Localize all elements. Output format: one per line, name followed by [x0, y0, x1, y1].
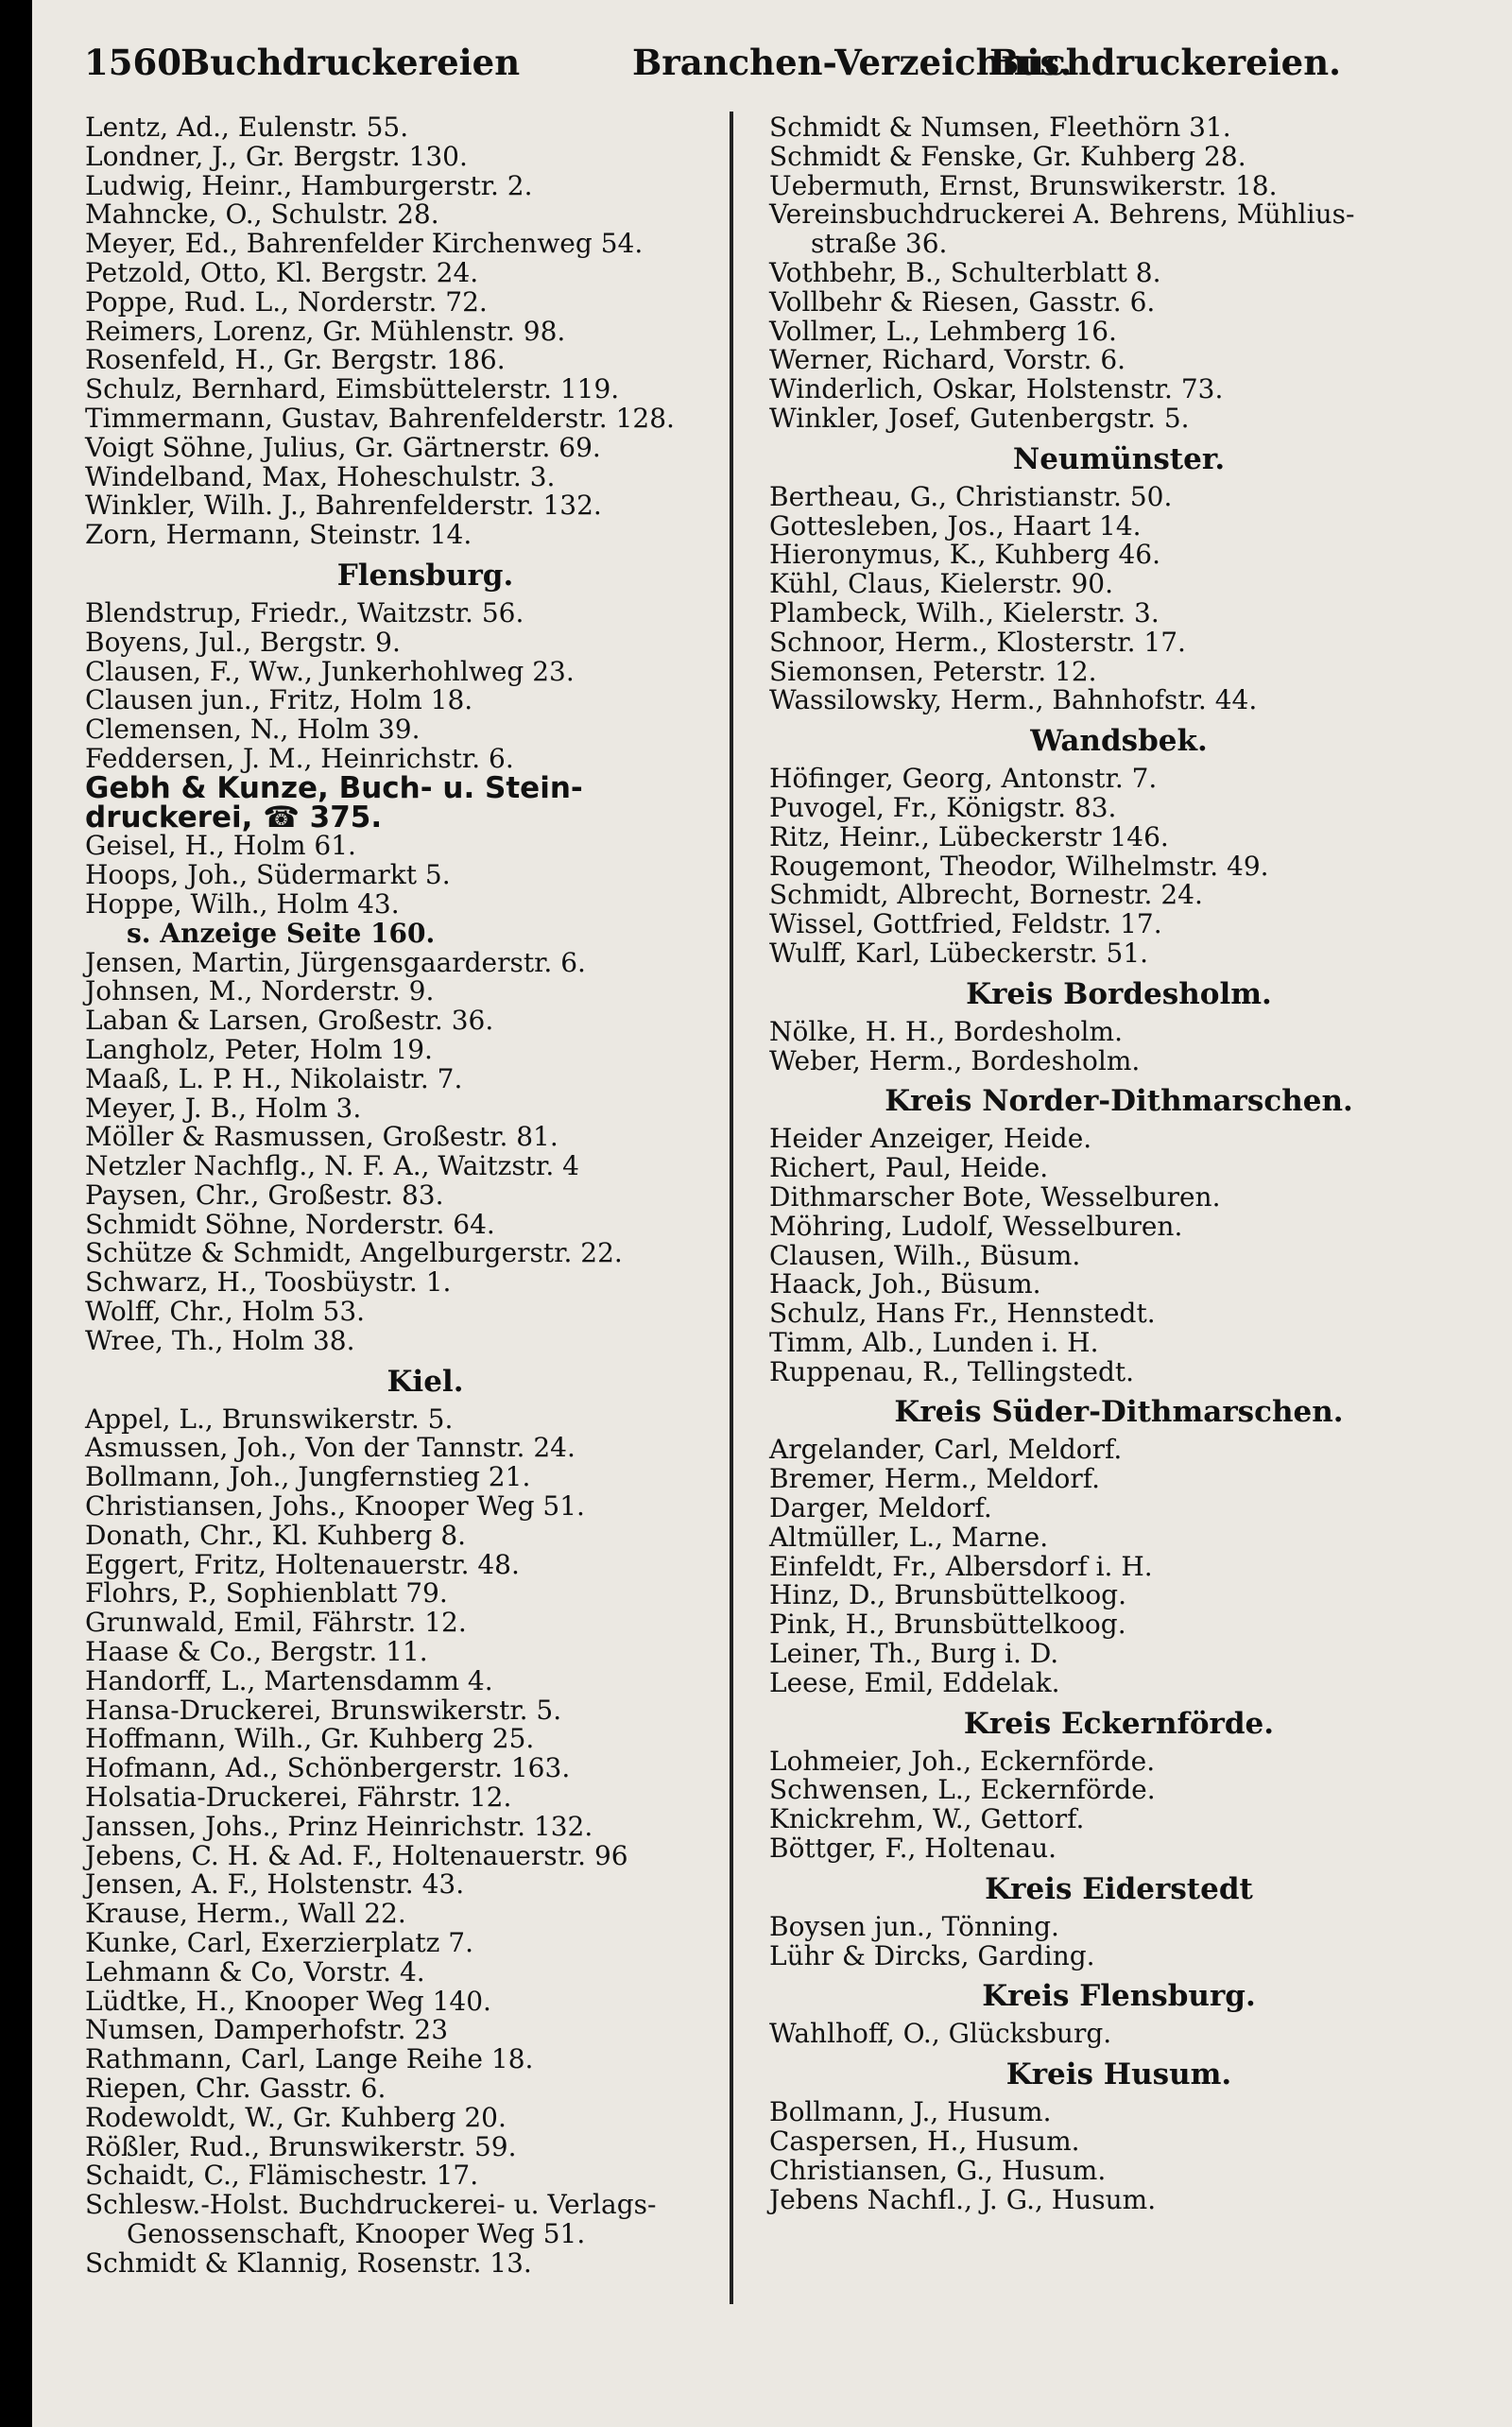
- directory-entry: Möller & Rasmussen, Großestr. 81.: [85, 1121, 558, 1153]
- directory-entry: Altmüller, L., Marne.: [769, 1521, 1049, 1553]
- directory-entry: Donath, Chr., Kl. Kuhberg 8.: [85, 1519, 467, 1551]
- directory-entry: Bollmann, Joh., Jungfernstieg 21.: [85, 1461, 531, 1493]
- directory-entry: Gottesleben, Jos., Haart 14.: [769, 509, 1142, 542]
- directory-entry: Puvogel, Fr., Königstr. 83.: [769, 791, 1117, 823]
- directory-entry: Riepen, Chr. Gasstr. 6.: [85, 2073, 387, 2104]
- directory-entry: Poppe, Rud. L., Norderstr. 72.: [85, 285, 488, 318]
- directory-page: [32, 0, 1512, 2427]
- page-header: [84, 42, 1341, 93]
- header-center-title: Branchen-Verzeichnis.: [632, 42, 1073, 83]
- section-title-bordesholm: Kreis Bordesholm.: [966, 976, 1272, 1011]
- directory-entry: Netzler Nachflg., N. F. A., Waitzstr. 4: [85, 1150, 579, 1182]
- directory-entry: Rougemont, Theodor, Wilhelmstr. 49.: [769, 850, 1269, 882]
- directory-entry: Plambeck, Wilh., Kielerstr. 3.: [769, 596, 1160, 628]
- wandsbek-entries: [769, 765, 1469, 969]
- directory-entry: Flohrs, P., Sophienblatt 79.: [85, 1577, 448, 1609]
- directory-entry: Timm, Alb., Lunden i. H.: [769, 1326, 1099, 1358]
- section-title-sueder-dithmarschen: Kreis Süder-Dithmarschen.: [894, 1395, 1344, 1430]
- directory-entry: Bertheau, G., Christianstr. 50.: [769, 480, 1173, 512]
- directory-entry: Wolff, Chr., Holm 53.: [85, 1296, 366, 1328]
- directory-entry: Vereinsbuchdruckerei A. Behrens, Mühlius-: [769, 198, 1355, 231]
- altona-entries: [85, 113, 765, 550]
- directory-entry: Laban & Larsen, Großestr. 36.: [85, 1005, 494, 1037]
- kreis-flensburg-entries: [769, 2020, 1469, 2049]
- directory-entry: Schlesw.-Holst. Buchdruckerei- u. Verlags-: [85, 2189, 657, 2221]
- directory-entry: Jebens Nachfl., J. G., Husum.: [769, 2183, 1157, 2215]
- section-title-kiel: Kiel.: [387, 1364, 464, 1399]
- directory-entry: Jebens, C. H. & Ad. F., Holtenauerstr. 96: [85, 1839, 628, 1871]
- directory-entry: Ritz, Heinr., Lübeckerstr 146.: [769, 820, 1169, 852]
- directory-entry: Grunwald, Emil, Fährstr. 12.: [85, 1607, 467, 1639]
- directory-entry: Bollmann, J., Husum.: [769, 2096, 1052, 2128]
- directory-entry: Haase & Co., Bergstr. 11.: [85, 1636, 428, 1668]
- directory-entry: Zorn, Hermann, Steinstr. 14.: [85, 519, 472, 551]
- directory-entry: Christiansen, Johs., Knooper Weg 51.: [85, 1490, 585, 1523]
- directory-entry: Hoops, Joh., Südermarkt 5.: [85, 859, 451, 891]
- directory-entry: Geisel, H., Holm 61.: [85, 830, 356, 862]
- directory-entry: Schmidt, Albrecht, Bornestr. 24.: [769, 879, 1203, 911]
- directory-entry: Schütze & Schmidt, Angelburgerstr. 22.: [85, 1237, 623, 1269]
- bordesholm-entries: [769, 1015, 1469, 1076]
- directory-entry: Vothbehr, B., Schulterblatt 8.: [769, 256, 1161, 288]
- section-title-flensburg: Flensburg.: [336, 558, 514, 593]
- directory-entry: Wassilowsky, Herm., Bahnhofstr. 44.: [769, 684, 1258, 716]
- directory-entry: Dithmarscher Bote, Wesselburen.: [769, 1180, 1221, 1213]
- directory-entry: Janssen, Johs., Prinz Heinrichstr. 132.: [85, 1810, 593, 1842]
- directory-entry: Voigt Söhne, Julius, Gr. Gärtnerstr. 69.: [85, 431, 601, 463]
- directory-entry: Schulz, Bernhard, Eimsbüttelerstr. 119.: [85, 373, 620, 405]
- advert-reference: s. Anzeige Seite 160.: [127, 917, 436, 949]
- directory-entry: Schmidt & Klannig, Rosenstr. 13.: [85, 2246, 532, 2279]
- directory-entry: Timmermann, Gustav, Bahrenfelderstr. 128.: [85, 402, 675, 434]
- directory-entry: Heider Anzeiger, Heide.: [769, 1123, 1092, 1155]
- directory-entry: Hansa-Druckerei, Brunswikerstr. 5.: [85, 1694, 562, 1726]
- header-left-title: Buchdruckereien: [180, 42, 521, 83]
- directory-entry: Boysen jun., Tönning.: [769, 1910, 1059, 1942]
- directory-entry: Paysen, Chr., Großestr. 83.: [85, 1179, 444, 1211]
- directory-entry: Höfinger, Georg, Antonstr. 7.: [769, 763, 1158, 795]
- directory-entry: Winkler, Josef, Gutenbergstr. 5.: [769, 402, 1190, 434]
- directory-entry: Vollmer, L., Lehmberg 16.: [769, 315, 1117, 347]
- directory-entry: Meyer, J. B., Holm 3.: [85, 1092, 362, 1124]
- directory-entry: Windelband, Max, Hoheschulstr. 3.: [85, 460, 556, 492]
- directory-entry: Vollbehr & Riesen, Gasstr. 6.: [769, 285, 1156, 318]
- header-right-title: Buchdruckereien.: [989, 42, 1341, 83]
- directory-entry: Wulff, Karl, Lübeckerstr. 51.: [769, 937, 1149, 969]
- directory-entry: Schwensen, L., Eckernförde.: [769, 1774, 1156, 1806]
- directory-entry: Richert, Paul, Heide.: [769, 1152, 1049, 1184]
- directory-entry: Böttger, F., Holtenau.: [769, 1833, 1057, 1865]
- directory-entry: Mahncke, O., Schulstr. 28.: [85, 198, 439, 231]
- flensburg-entries-b: [85, 832, 765, 919]
- directory-entry: Schwarz, H., Toosbüystr. 1.: [85, 1266, 452, 1299]
- directory-entry-continued: Genossenschaft, Knooper Weg 51.: [127, 2217, 586, 2249]
- advert-line: Gebh & Kunze, Buch- u. Stein-: [85, 770, 583, 805]
- kiel-entries-a: [85, 1405, 765, 2192]
- directory-entry: Maaß, L. P. H., Nikolaistr. 7.: [85, 1062, 463, 1094]
- directory-entry: Darger, Meldorf.: [769, 1492, 992, 1524]
- directory-entry: Clausen, F., Ww., Junkerhohlweg 23.: [85, 655, 575, 687]
- husum-entries: [769, 2098, 1469, 2214]
- directory-entry: Wissel, Gottfried, Feldstr. 17.: [769, 908, 1162, 940]
- directory-entry: Schulz, Hans Fr., Hennstedt.: [769, 1298, 1156, 1330]
- section-title-eiderstedt: Kreis Eiderstedt: [985, 1871, 1253, 1906]
- page-number: 1560: [84, 42, 181, 83]
- directory-entry: Johnsen, M., Norderstr. 9.: [85, 975, 435, 1007]
- directory-entry: Langholz, Peter, Holm 19.: [85, 1033, 433, 1065]
- directory-entry: Siemonsen, Peterstr. 12.: [769, 655, 1097, 687]
- directory-entry: Winkler, Wilh. J., Bahrenfelderstr. 132.: [85, 490, 602, 522]
- directory-entry: Handorff, L., Martensdamm 4.: [85, 1664, 493, 1696]
- directory-entry: Hinz, D., Brunsbüttelkoog.: [769, 1579, 1126, 1611]
- directory-entry: Lühr & Dircks, Garding.: [769, 1939, 1095, 1971]
- directory-entry: Kunke, Carl, Exerzierplatz 7.: [85, 1927, 474, 1959]
- directory-entry: Hofmann, Ad., Schönbergerstr. 163.: [85, 1752, 571, 1784]
- directory-entry: Kühl, Claus, Kielerstr. 90.: [769, 568, 1114, 600]
- directory-entry: Wahlhoff, O., Glücksburg.: [769, 2018, 1112, 2050]
- directory-entry: Rodewoldt, W., Gr. Kuhberg 20.: [85, 2101, 507, 2133]
- norder-dithmarschen-entries: [769, 1125, 1469, 1386]
- directory-entry: Holsatia-Druckerei, Fährstr. 12.: [85, 1782, 512, 1814]
- advert-line: druckerei, ☎ 375.: [85, 800, 383, 835]
- right-column: [769, 113, 1469, 2214]
- directory-entry: Weber, Herm., Bordesholm.: [769, 1044, 1141, 1076]
- directory-entry: Rößler, Rud., Brunswikerstr. 59.: [85, 2130, 517, 2162]
- directory-entry: Rosenfeld, H., Gr. Bergstr. 186.: [85, 344, 506, 376]
- section-title-husum: Kreis Husum.: [1005, 2057, 1232, 2092]
- eckernfoerde-entries: [769, 1747, 1469, 1864]
- directory-entry: Londner, J., Gr. Bergstr. 130.: [85, 140, 468, 172]
- directory-entry: Argelander, Carl, Meldorf.: [769, 1434, 1123, 1466]
- section-title-kreis-flensburg: Kreis Flensburg.: [982, 1979, 1256, 2014]
- directory-entry: Lüdtke, H., Knooper Weg 140.: [85, 1985, 491, 2017]
- section-title-eckernfoerde: Kreis Eckernförde.: [963, 1706, 1275, 1741]
- section-title-wandsbek: Wandsbek.: [1030, 724, 1208, 759]
- directory-entry: Boyens, Jul., Bergstr. 9.: [85, 626, 401, 658]
- directory-entry: Eggert, Fritz, Holtenauerstr. 48.: [85, 1548, 520, 1580]
- directory-entry: Einfeldt, Fr., Albersdorf i. H.: [769, 1550, 1153, 1582]
- directory-entry: Asmussen, Joh., Von der Tannstr. 24.: [85, 1432, 576, 1464]
- directory-entry: Appel, L., Brunswikerstr. 5.: [85, 1403, 454, 1435]
- directory-entry: Blendstrup, Friedr., Waitzstr. 56.: [85, 596, 524, 628]
- directory-entry: Clausen, Wilh., Büsum.: [769, 1239, 1081, 1271]
- kiel-continued-entries: [769, 113, 1469, 200]
- directory-entry: Pink, H., Brunsbüttelkoog.: [769, 1609, 1126, 1641]
- section-title-norder-dithmarschen: Kreis Norder-Dithmarschen.: [885, 1084, 1353, 1119]
- left-column: [85, 113, 765, 2279]
- directory-entry: Schmidt Söhne, Norderstr. 64.: [85, 1208, 495, 1240]
- directory-entry: Lohmeier, Joh., Eckernförde.: [769, 1745, 1156, 1777]
- sueder-dithmarschen-entries: [769, 1436, 1469, 1697]
- directory-entry: Uebermuth, Ernst, Brunswikerstr. 18.: [769, 169, 1278, 201]
- directory-entry: Möhring, Ludolf, Wesselburen.: [769, 1210, 1183, 1242]
- directory-entry: Petzold, Otto, Kl. Bergstr. 24.: [85, 256, 479, 288]
- directory-entry: Nölke, H. H., Bordesholm.: [769, 1015, 1123, 1047]
- kiel-continued-entries-b: [769, 256, 1469, 434]
- directory-entry: Christiansen, G., Husum.: [769, 2154, 1107, 2186]
- directory-entry: Schmidt & Fenske, Gr. Kuhberg 28.: [769, 140, 1246, 172]
- directory-entry: Hoppe, Wilh., Holm 43.: [85, 887, 400, 920]
- directory-entry: Schnoor, Herm., Klosterstr. 17.: [769, 626, 1186, 658]
- flensburg-entries-a: [85, 596, 765, 774]
- directory-entry: Hieronymus, K., Kuhberg 46.: [769, 539, 1161, 571]
- directory-entry: Caspersen, H., Husum.: [769, 2126, 1080, 2158]
- directory-entry: Winderlich, Oskar, Holstenstr. 73.: [769, 373, 1224, 405]
- directory-entry: Reimers, Lorenz, Gr. Mühlenstr. 98.: [85, 315, 566, 347]
- directory-entry: Bremer, Herm., Meldorf.: [769, 1463, 1101, 1495]
- eiderstedt-entries: [769, 1910, 1469, 1971]
- directory-entry: Clemensen, N., Holm 39.: [85, 714, 421, 746]
- directory-entry: Ludwig, Heinr., Hamburgerstr. 2.: [85, 169, 533, 201]
- directory-entry: Numsen, Damperhofstr. 23: [85, 2014, 449, 2046]
- directory-entry: Hoffmann, Wilh., Gr. Kuhberg 25.: [85, 1723, 535, 1755]
- directory-entry: Schaidt, C., Flämischestr. 17.: [85, 2160, 479, 2192]
- flensburg-entries-c: [85, 946, 765, 1356]
- directory-entry: Haack, Joh., Büsum.: [769, 1268, 1041, 1300]
- directory-entry: Knickrehm, W., Gettorf.: [769, 1803, 1085, 1835]
- section-title-neumuenster: Neumünster.: [1012, 441, 1226, 476]
- directory-entry: Lehmann & Co, Vorstr. 4.: [85, 1955, 425, 1988]
- directory-entry: Leese, Emil, Eddelak.: [769, 1666, 1060, 1698]
- directory-entry: Krause, Herm., Wall 22.: [85, 1898, 406, 1930]
- directory-entry: Meyer, Ed., Bahrenfelder Kirchenweg 54.: [85, 228, 644, 260]
- kiel-entries-c: [85, 2246, 765, 2279]
- neumuenster-entries: [769, 480, 1469, 716]
- directory-entry: Werner, Richard, Vorstr. 6.: [769, 344, 1126, 376]
- directory-entry: Wree, Th., Holm 38.: [85, 1324, 355, 1356]
- directory-entry: Clausen jun., Fritz, Holm 18.: [85, 684, 473, 716]
- directory-entry: Jensen, Martin, Jürgensgaarderstr. 6.: [85, 946, 586, 978]
- directory-entry: Leiner, Th., Burg i. D.: [769, 1638, 1059, 1670]
- directory-entry: Ruppenau, R., Tellingstedt.: [769, 1355, 1135, 1387]
- directory-entry: Jensen, A. F., Holstenstr. 43.: [85, 1868, 465, 1901]
- directory-entry: Lentz, Ad., Eulenstr. 55.: [85, 112, 409, 143]
- directory-entry: Schmidt & Numsen, Fleethörn 31.: [769, 112, 1231, 143]
- directory-entry: Rathmann, Carl, Lange Reihe 18.: [85, 2043, 534, 2075]
- directory-entry-continued: straße 36.: [811, 228, 948, 260]
- directory-entry: Feddersen, J. M., Heinrichstr. 6.: [85, 742, 514, 774]
